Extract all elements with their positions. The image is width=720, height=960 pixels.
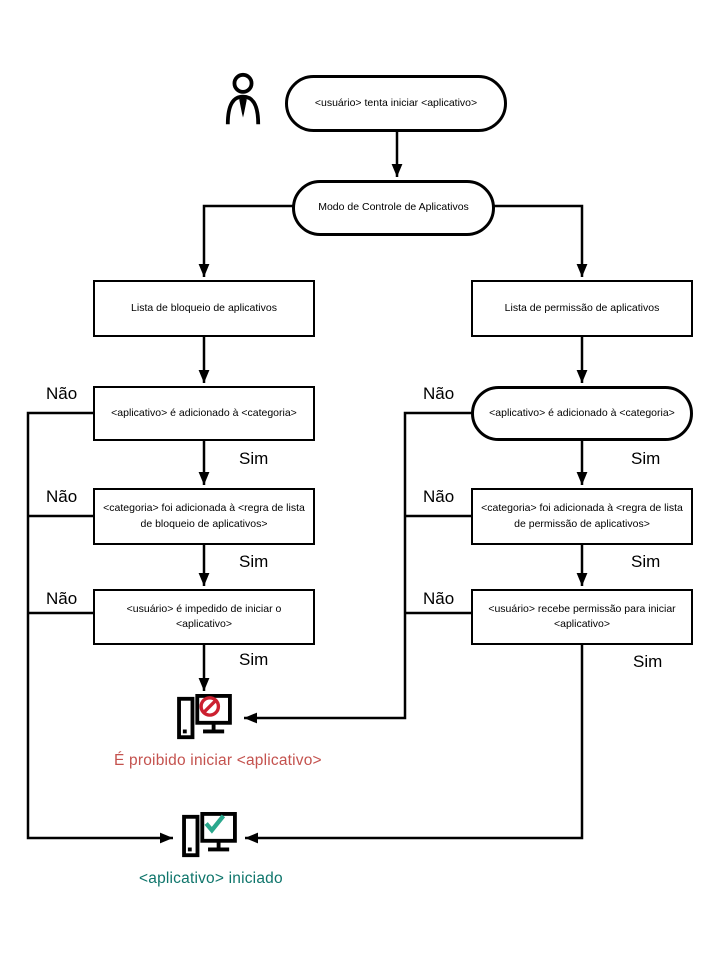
- node-deny-check-rule: [93, 488, 315, 545]
- node-allow-result: [471, 589, 693, 645]
- node-denylist-header-label: Lista de bloqueio de aplicativos: [131, 301, 277, 314]
- outcome-blocked-text: É proibido iniciar <aplicativo>: [114, 752, 322, 769]
- label-yes-deny-2: Sim: [239, 552, 269, 571]
- label-no-deny-1: Não: [46, 384, 78, 403]
- node-deny-result-label: <usuário> é impedido de iniciar o <aplicativo>: [126, 602, 282, 630]
- node-allow-result-label: <usuário> recebe permissão para iniciar <aplicativo>: [488, 602, 676, 630]
- label-yes-allow-1: Sim: [631, 449, 661, 468]
- node-app-control-mode-label: Modo de Controle de Aplicativos: [318, 201, 469, 214]
- node-denylist-header: [93, 280, 315, 337]
- label-yes-allow-3: Sim: [633, 652, 663, 671]
- node-deny-result: [93, 589, 315, 645]
- node-deny-check-category-label: <aplicativo> é adicionado à <categoria>: [111, 406, 297, 419]
- computer-started-icon: [181, 812, 237, 860]
- node-allowlist-header: [471, 280, 693, 337]
- node-deny-check-rule-label: <categoria> foi adicionada à <regra de lista de bloqueio de aplicativos>: [103, 502, 305, 530]
- label-yes-deny-1: Sim: [239, 449, 269, 468]
- node-allowlist-header-label: Lista de permissão de aplicativos: [504, 301, 660, 314]
- node-allow-check-rule: [471, 488, 693, 545]
- label-no-allow-1: Não: [423, 384, 455, 403]
- label-no-deny-2: Não: [46, 487, 78, 506]
- label-yes-allow-2: Sim: [631, 552, 661, 571]
- node-allow-check-rule-label: <categoria> foi adicionada à <regra de lista de permissão de aplicativos>: [481, 502, 683, 530]
- outcome-started-text: <aplicativo> iniciado: [139, 870, 283, 887]
- connector-allow-result-to-started: [245, 645, 582, 838]
- label-yes-deny-3: Sim: [239, 650, 269, 669]
- connector-mode-to-allowlist: [492, 206, 582, 277]
- node-allow-check-category-label: <aplicativo> é adicionado à <categoria>: [489, 406, 675, 419]
- connector-allow-no-trunk: [244, 413, 473, 718]
- node-app-control-mode: [292, 180, 495, 236]
- node-user-tries-start-label: <usuário> tenta iniciar <aplicativo>: [314, 96, 478, 109]
- computer-blocked-icon: [176, 694, 232, 742]
- connector-mode-to-denylist: [204, 206, 296, 277]
- node-deny-check-category: [93, 386, 315, 441]
- node-allow-check-category: [471, 386, 693, 441]
- label-no-allow-3: Não: [423, 589, 455, 608]
- user-icon: [224, 71, 262, 128]
- node-user-tries-start: [285, 75, 507, 132]
- label-no-deny-3: Não: [46, 589, 78, 608]
- label-no-allow-2: Não: [423, 487, 455, 506]
